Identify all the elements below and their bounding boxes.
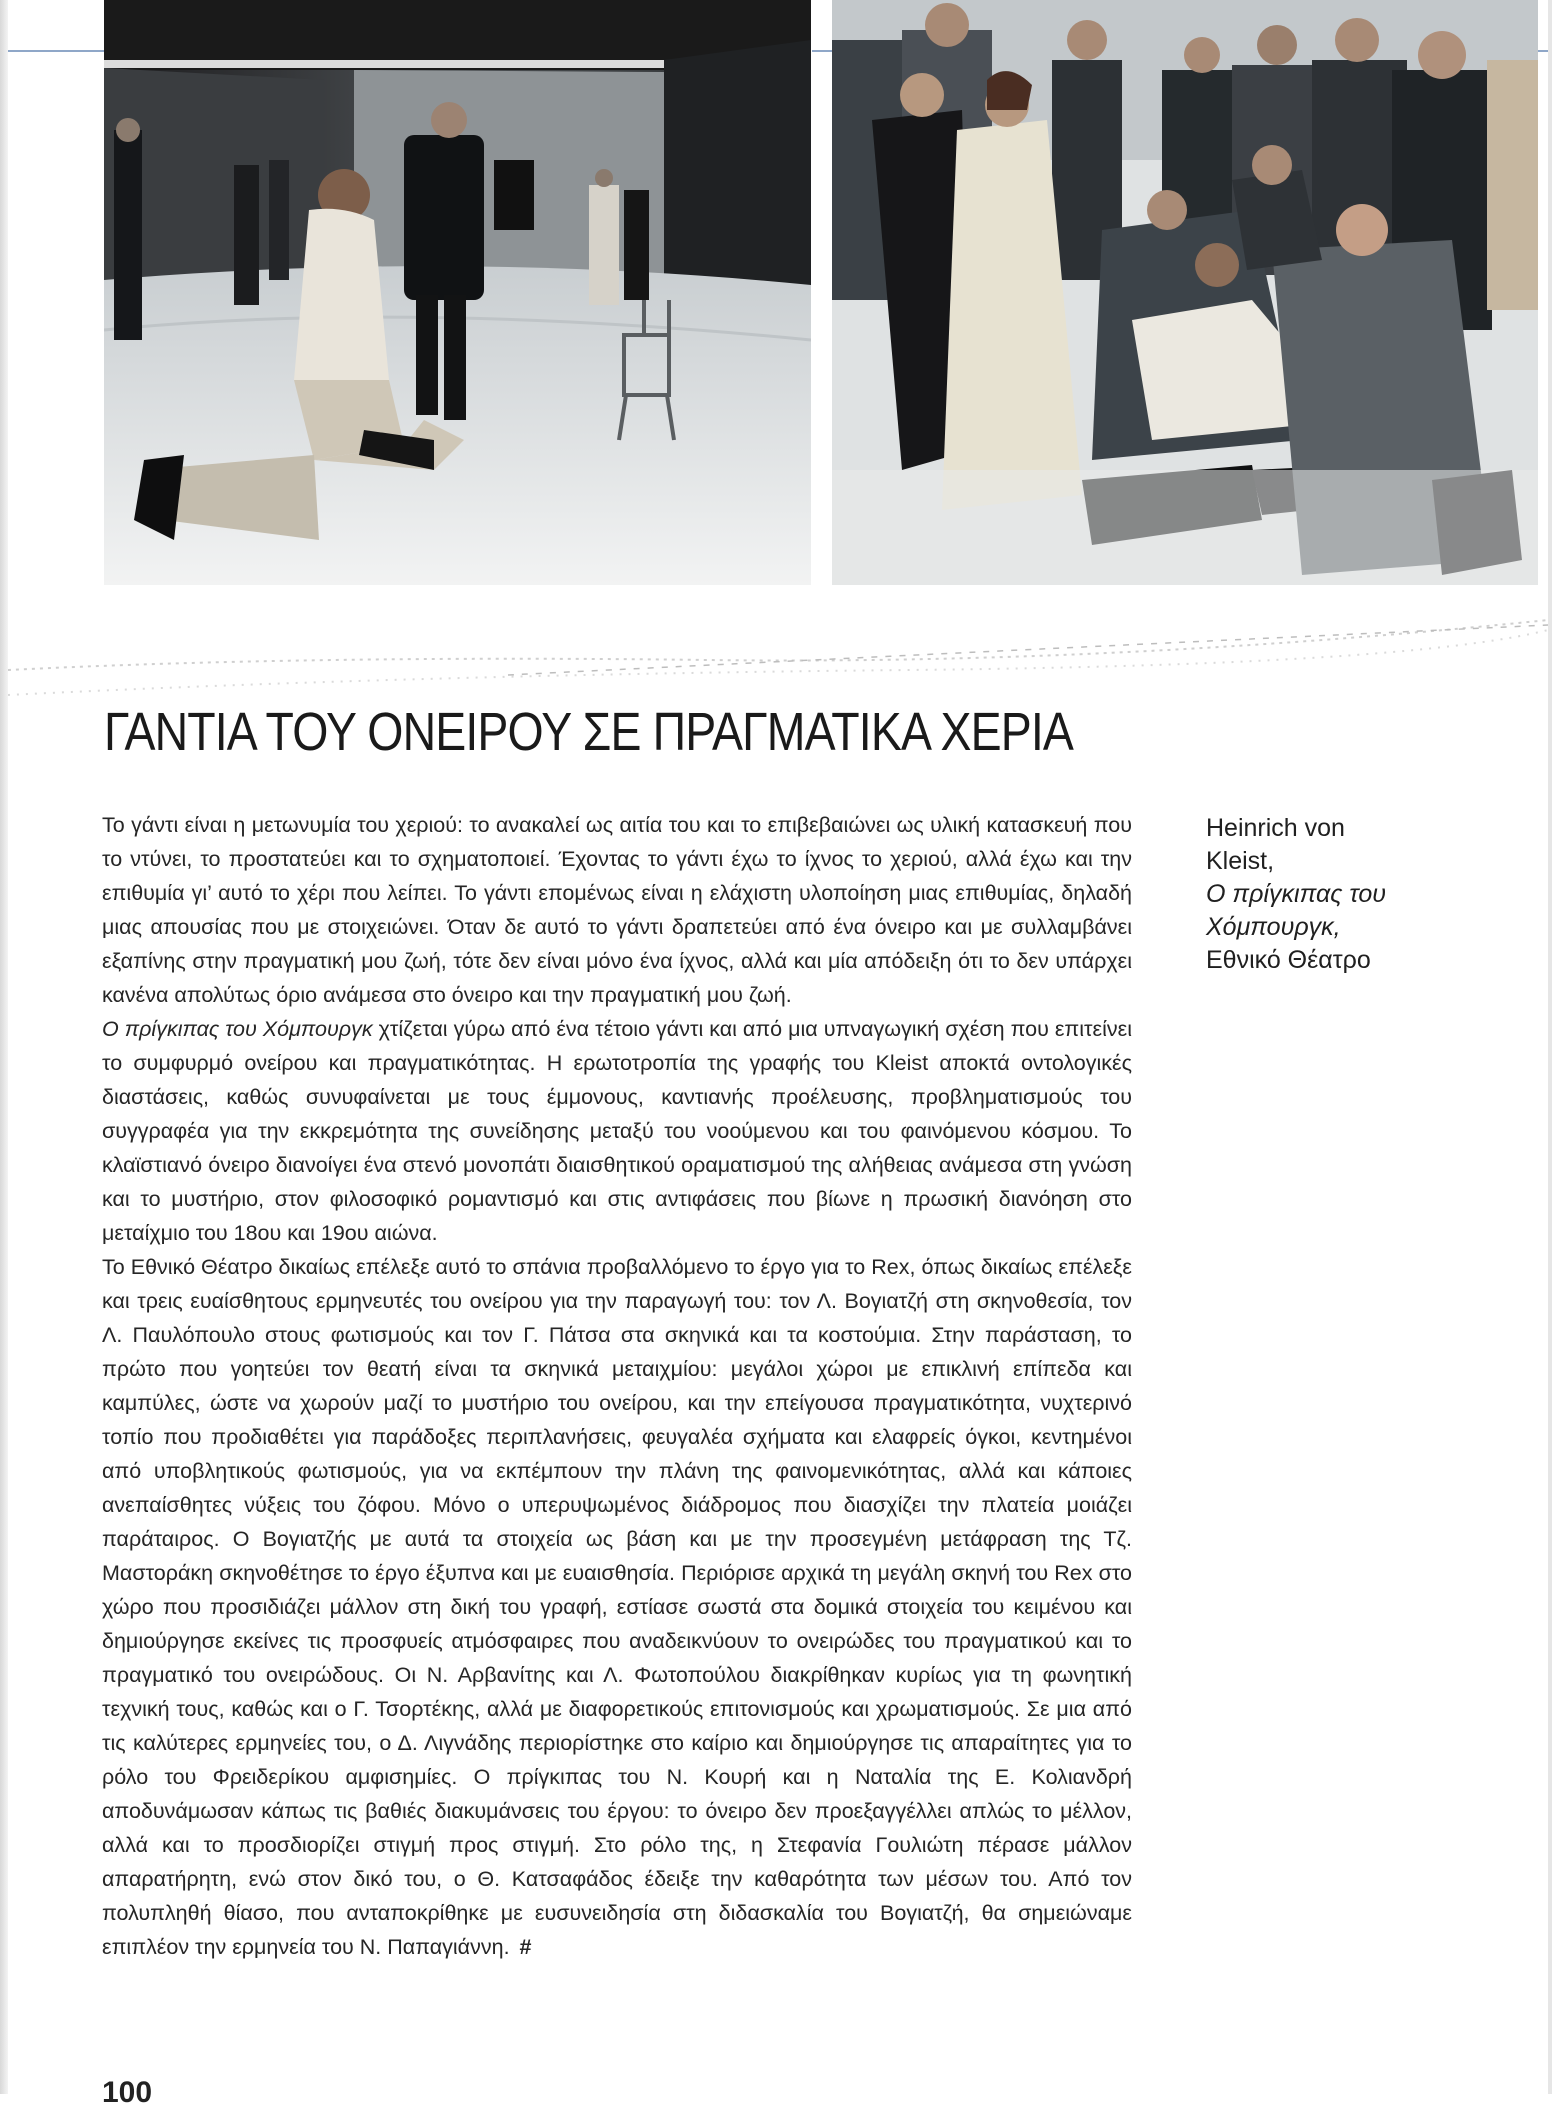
snow-texture-band xyxy=(8,600,1548,710)
caption-play-title-line1: Ο πρίγκιπας του xyxy=(1206,880,1386,908)
caption-play-title-line2: Χόμπουργκ, xyxy=(1206,913,1341,941)
paragraph-text: χτίζεται γύρω από ένα τέτοιο γάντι και από μια υπναγωγική σχέση που επιτείνει το συμφυρμό ονείρου και πραγματικότητας. Η ερωτοτροπία της γραφής του Kleist αποκτά οντολογικές διαστάσεις, καθώς συνυφαίνεται με τους έμμονους, καντιανής προέλευσης, προβληματισμούς του συγγραφέα για την εκκρεμότητα της συνείδησης μεταξύ του νοούμενου και του φαινόμενου κόσμου. Το κλαϊστιανό όνειρο διανοίγει ένα στενό μονοπάτι διαισθητικού οραματισμού της αλήθειας ανάμεσα στη γνώση και το μυστήριο, στον φιλοσοφικό ρομαντισμό και στις αντιφάσεις που βίωνε η πρωσική διανόηση στο μεταίχμιο του 18ου και 19ου αιώνα. xyxy=(102,1017,1133,1245)
top-rule xyxy=(812,50,832,52)
paragraph: Το γάντι είναι η μετωνυμία του χεριού: το ανακαλεί ως αιτία του και το επιβεβαιώνει ως υλική κατασκευή που το ντύνει, το προστατεύει και το σχηματοποιεί. Έχοντας το γάντι έχω το ίχνος το χεριού, αλλά έχω και την επιθυμία γι’ αυτό το χέρι που λείπει. Το γάντι επομένως είναι η ελάχιστη υλοποίηση μιας επιθυμίας, δηλαδή μιας απουσίας που με στοιχειώνει. Όταν δε αυτό το γάντι δραπετεύει από ένα όνειρο και με συλλαμβάνει εξαπίνης στην πραγματική μου ζωή, τότε δεν είναι μόνο ένα ίχνος, αλλά και μία απόδειξη ότι το δεν υπάρχει κανένα απολύτως όριο ανάμεσα στο όνειρο και την πραγματική μου ζωή. xyxy=(102,813,1132,1007)
page-number: 100 xyxy=(102,2076,153,2109)
caption-venue: Εθνικό Θέατρο xyxy=(1206,946,1371,974)
scan-edge xyxy=(0,0,8,2094)
article-headline: ΓΑΝΤΙΑ ΤΟΥ ΟΝΕΙΡΟΥ ΣΕ ΠΡΑΓΜΑΤΙΚΑ ΧΕΡΙΑ xyxy=(104,702,1074,762)
paragraph xyxy=(102,1012,1132,1250)
play-title: Ο πρίγκιπας του Χόμπουργκ xyxy=(102,1017,373,1041)
photo-caption xyxy=(1206,812,1506,977)
caption-author-line2: Kleist, xyxy=(1206,847,1275,875)
end-mark: # xyxy=(519,1935,532,1959)
paragraph-text: Το Εθνικό Θέατρο δικαίως επέλεξε αυτό το σπάνια προβαλλόμενο το έργο για το Rex, όπως δικαίως επέλεξε και τρεις ευαίσθητους ερμηνευτές του ονείρου για την παραγωγή του: τον Λ. Βογιατζή στη σκηνοθεσία, τον Λ. Παυλόπουλο στους φωτισμούς και τον Γ. Πάτσα στα σκηνικά και τα κοστούμια. Στην παράσταση, το πρώτο που γοητεύει τον θεατή είναι τα σκηνικά μεταιχμίου: μεγάλοι χώροι με επικλινή επίπεδα και καμπύλες, ώστε να χωρούν μαζί το μυστήριο του ονείρου, και την επείγουσα πραγματικότητα, νυχτερινό τοπίο που προδιαθέτει για παράδοξες περιπλανήσεις, φευγαλέα σχήματα και ελαφρείς όγκοι, κεντημένοι από υποβλητικούς φωτισμούς, για να εκπέμπουν την πλάνη της φαινομενικότητας, αλλά και κάποιες ανεπαίσθητες νύξεις του ζόφου. Μόνο ο υπερυψωμένος διάδρομος που διασχίζει την πλατεία μοιάζει παράταιρος. Ο Βογιατζής με αυτά τα στοιχεία ως βάση και με την προσεγμένη μετάφραση της Τζ. Μαστοράκη σκηνοθέτησε το έργο έξυπνα και με ευαισθησία. Περιόρισε αρχικά τη μεγάλη σκηνή του Rex στο χώρο που προσιδιάζει μάλλον στη δική του γραφή, εστίασε σωστά στα δομικά στοιχεία του κειμένου και δημιούργησε εκείνες τις προσφυείς ατμόσφαιρες που αναδεικνύουν το ονειρώδες του πραγματικού και το πραγματικό του ονειρώδους. Οι Ν. Αρβανίτης και Λ. Φωτοπούλου διακρίθηκαν κυρίως για τη φωνητική τεχνική τους, καθώς και ο Γ. Τσορτέκης, αλλά με διαφορετικούς επιτονισμούς και χρωματισμούς. Σε μια από τις καλύτερες ερμηνείες του, ο Δ. Λιγνάδης περιορίστηκε στο καίριο και δημιούργησε τις απαραίτητες για το ρόλο του Φρειδερίκου αμφισημίες. Ο πρίγκιπας του Ν. Κουρή και η Ναταλία της Ε. Κολιανδρή αποδυνάμωσαν κάπως τις βαθιές διακυμάνσεις του έργου: το όνειρο δεν προεξαγγέλλει απλώς το μέλλον, αλλά και το προσδιορίζει στιγμή προς στιγμή. Στο ρόλο της, η Στεφανία Γουλιώτη πέρασε μάλλον απαρατήρητη, ενώ στον δικό του, ο Θ. Κατσαφάδος έδειξε την καθαρότητα των μέσων του. Από τον πολυπληθή θίασο, που ανταποκρίθηκε με ευσυνειδησία στη διδασκαλία του Βογιατζή, θα σημειώναμε επιπλέον την ερμηνεία του Ν. Παπαγιάννη. xyxy=(102,1255,1132,1959)
article-body xyxy=(102,808,1132,1964)
top-rule xyxy=(1538,50,1548,52)
caption-author-line1: Heinrich von xyxy=(1206,814,1345,842)
top-rule xyxy=(8,50,104,52)
scan-edge xyxy=(1548,0,1552,2094)
stage-photo-right xyxy=(832,0,1538,585)
stage-photo-left xyxy=(104,0,811,585)
paragraph xyxy=(102,1250,1132,1964)
